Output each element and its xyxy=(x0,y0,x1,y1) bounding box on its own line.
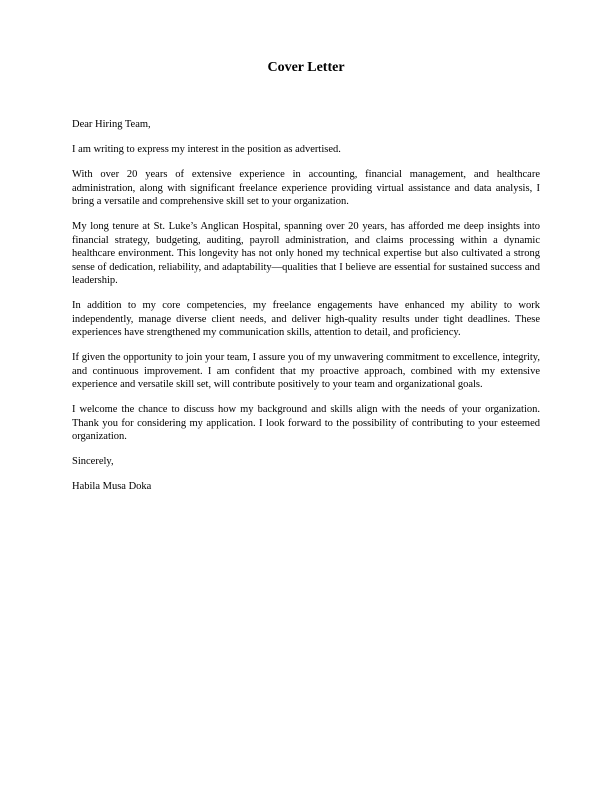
paragraph-closing-remarks: I welcome the chance to discuss how my background and skills align with the needs of your organization. Thank you for considering my application. I look forward to the possibility of contributing to your esteemed organization. xyxy=(72,404,540,442)
paragraph-experience: With over 20 years of extensive experience in accounting, financial management, and healthcare administration, along with significant freelance experience providing virtual assistance and data analysis, I bring a versatile and comprehensive skill set to your organization. xyxy=(72,169,540,207)
signature-name: Habila Musa Doka xyxy=(72,481,152,492)
salutation: Dear Hiring Team, xyxy=(72,119,151,130)
paragraph-intro: I am writing to express my interest in the position as advertised. xyxy=(72,144,341,155)
document-title: Cover Letter xyxy=(267,60,345,75)
paragraph-freelance: In addition to my core competencies, my freelance engagements have enhanced my ability to work independently, manage diverse client needs, and deliver high-quality results under tight deadlines. These experiences have strengthened my communication skills, attention to detail, and proficiency. xyxy=(72,300,540,338)
closing: Sincerely, xyxy=(72,456,114,467)
paragraph-commitment: If given the opportunity to join your team, I assure you of my unwavering commitment to excellence, integrity, and continuous improvement. I am confident that my proactive approach, combined with my extensive experience and versatile skill set, will contribute positively to your team and organizational goals. xyxy=(72,352,540,390)
letter-body xyxy=(72,118,540,505)
paragraph-tenure: My long tenure at St. Luke’s Anglican Hospital, spanning over 20 years, has afforded me deep insights into financial strategy, budgeting, auditing, payroll administration, and claims processing within a dynamic healthcare environment. This longevity has not only honed my technical expertise but also cultivated a strong sense of dedication, reliability, and adaptability—qualities that I believe are essential for sustained success and leadership. xyxy=(72,221,540,286)
